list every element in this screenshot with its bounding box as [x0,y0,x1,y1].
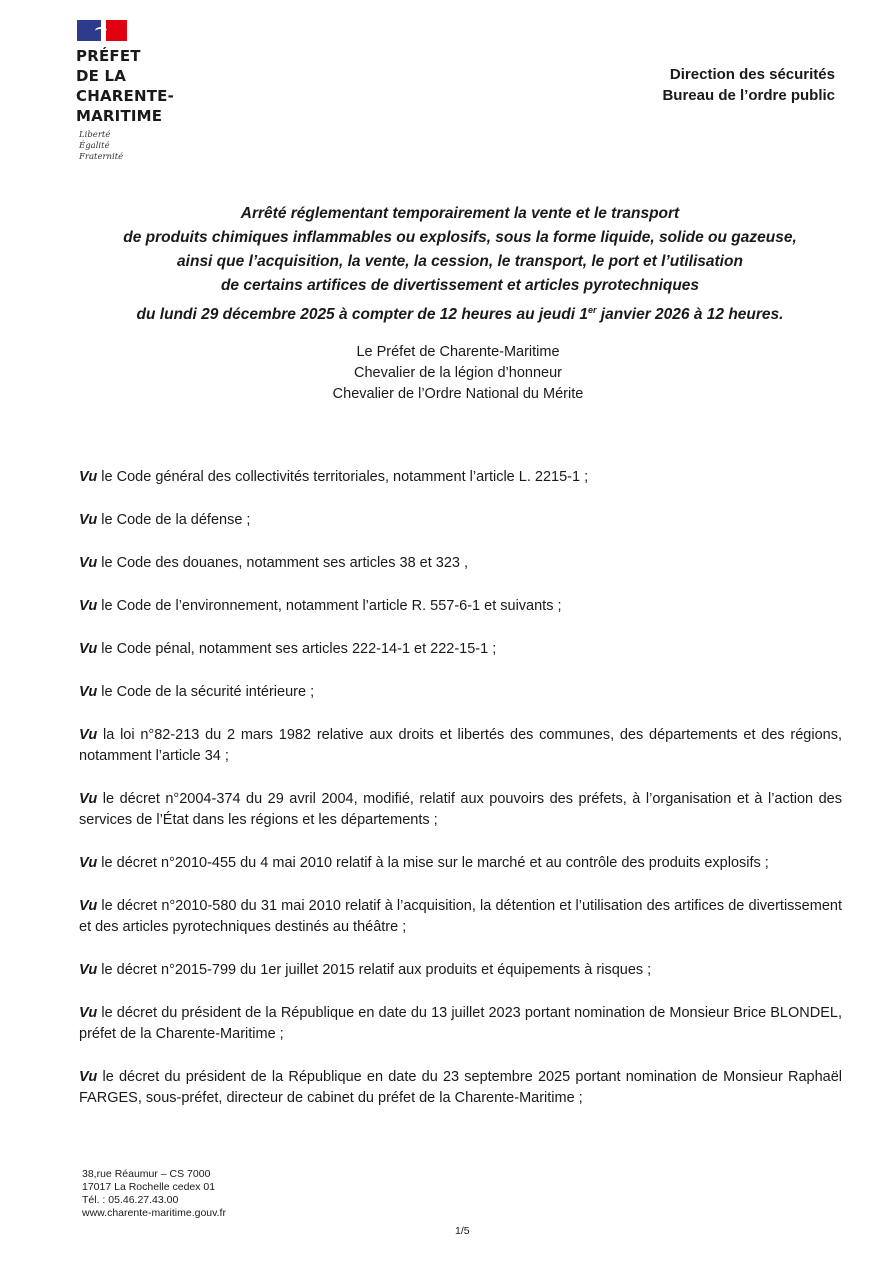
french-flag-logo [77,20,127,41]
footer-city: 17017 La Rochelle cedex 01 [82,1181,216,1193]
service-direction: Direction des sécurités [669,66,835,83]
service-bureau: Bureau de l’ordre public [662,87,835,104]
prefecture-logo-title: PRÉFET DE LA CHARENTE- MARITIME [76,47,175,125]
signing-authority: Le Préfet de Charente-Maritime Chevalier de la légion d’honneur Chevalier de l’Ordre National du Mérite [332,344,584,402]
visa-item: Vu la loi n°82-213 du 2 mars 1982 relative aux droits et libertés des communes, des départements et des régions, notamment l’article 34 ; [79,727,842,764]
footer-website: www.charente-maritime.gouv.fr [82,1207,226,1219]
visa-item: Vu le Code de la sécurité intérieure ; [79,684,315,700]
visa-item: Vu le Code de l’environnement, notamment l’article R. 557-6-1 et suivants ; [79,598,562,614]
visa-item: Vu le décret n°2004-374 du 29 avril 2004, modifié, relatif aux pouvoirs des préfets, à l’organisation et à l’action des services de l’État dans les régions et les départements ; [79,791,842,828]
footer-street: 38,rue Réaumur – CS 7000 [82,1168,211,1180]
issuing-service [662,64,835,106]
visa-item: Vu le décret n°2010-455 du 4 mai 2010 relatif à la mise sur le marché et au contrôle des produits explosifs ; [79,855,769,871]
visa-item: Vu le Code de la défense ; [79,512,251,528]
visa-list [79,467,842,1109]
visa-item: Vu le Code pénal, notamment ses articles 222-14-1 et 222-15-1 ; [79,641,497,657]
republic-motto: Liberté Égalité Fraternité [79,130,124,162]
visa-item: Vu le Code des douanes, notamment ses articles 38 et 323 , [79,555,469,571]
visa-item: Vu le décret n°2010-580 du 31 mai 2010 relatif à l’acquisition, la détention et l’utilisation des artifices de divertissement et des articles pyrotechniques destinés au théâtre ; [79,898,842,935]
footer-phone: Tél. : 05.46.27.43.00 [82,1194,179,1206]
visa-item: Vu le décret n°2015-799 du 1er juillet 2015 relatif aux produits et équipements à risques ; [79,962,652,978]
visa-item: Vu le décret du président de la République en date du 23 septembre 2025 portant nomination de Monsieur Raphaël FARGES, sous-préfet, directeur de cabinet du préfet de la Charente-Maritime ; [79,1069,842,1106]
marianne-icon [95,27,107,35]
decree-title: Arrêté réglementant temporairement la vente et le transport de produits chimiques inflammables ou explosifs, sous la forme liquide, solide ou gazeuse, ainsi que l’acquisition, la vente, la cession, le transport, le port et l’utilisation de certains artifices de divertissement et articles pyrotechniques du lundi 29 décembre 2025 à compter de 12 heures au jeudi 1er janvier 2026 à 12 heures. [123,205,797,324]
visa-item: Vu le décret du président de la République en date du 13 juillet 2023 portant nomination de Monsieur Brice BLONDEL, préfet de la Charente-Maritime ; [79,1005,842,1042]
page-number: 1/5 [455,1225,470,1237]
visa-item: Vu le Code général des collectivités territoriales, notamment l’article L. 2215-1 ; [79,469,589,485]
footer-address [82,1168,226,1220]
